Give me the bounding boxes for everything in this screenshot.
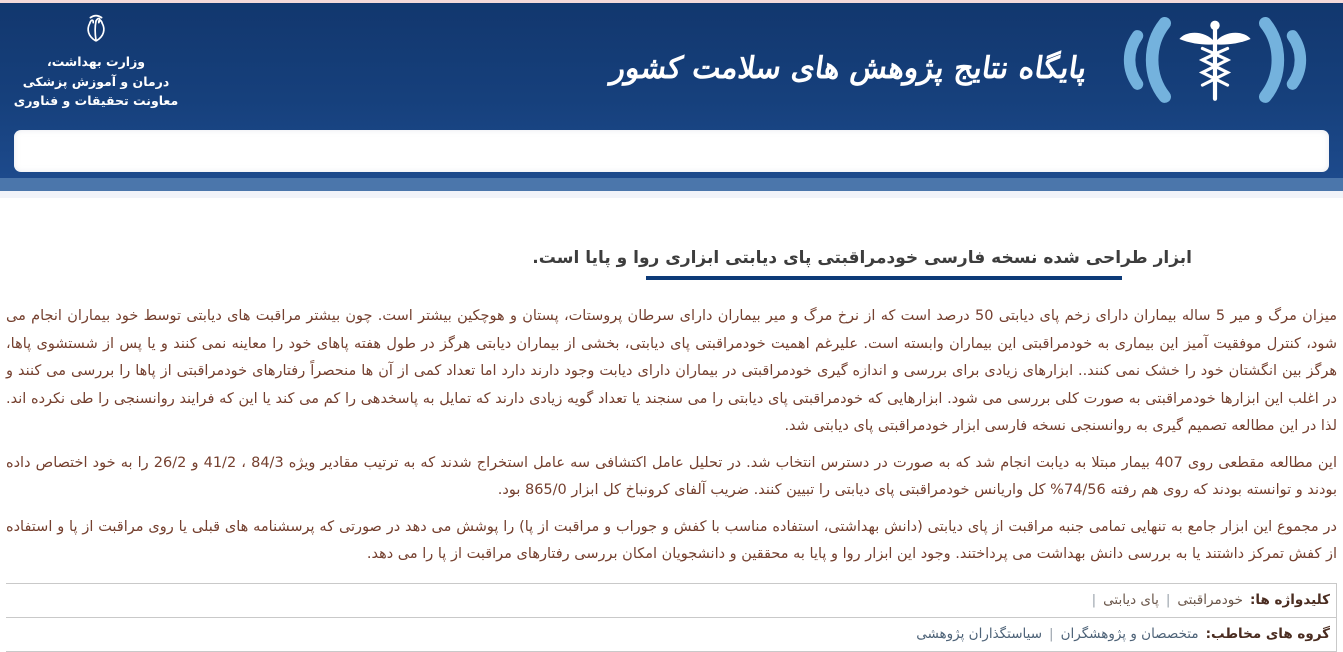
site-title: پایگاه نتایج پژوهش های سلامت کشور bbox=[606, 50, 1086, 86]
keyword-link-diabetic-foot[interactable]: پای دیابتی bbox=[1103, 591, 1159, 608]
ministry-line: معاونت تحقیقات و فناوری bbox=[13, 93, 179, 108]
keywords-label: کلیدواژه ها: bbox=[1250, 591, 1330, 608]
title-underline bbox=[646, 276, 1122, 280]
ministry-block bbox=[12, 7, 180, 111]
allah-emblem-icon bbox=[78, 9, 114, 51]
keyword-link-self-care[interactable]: خودمراقبتی bbox=[1177, 591, 1244, 608]
audience-label: گروه های مخاطب: bbox=[1205, 625, 1330, 642]
article-paragraph: این مطالعه مقطعی روی 407 بیمار مبتلا به دیابت انجام شد که به صورت در دسترس انتخاب شد. در تحلیل عامل اکتشافی سه عامل استخراج شدند که به ترتیب مقادیر ویژه 84/3 ، 41/2 و 26/2 را به خود اختصاص داده بودند و توانسته بودند که روی هم رفته 74/56% کل واریانس خودمراقبتی پای دیابتی را تبیین کنند. ضریب آلفای کرونباخ کل ابزار 865/0 بود. bbox=[6, 454, 1337, 498]
audience-link-policymakers[interactable]: سیاستگذاران پژوهشی bbox=[916, 625, 1043, 642]
article-title-block bbox=[532, 248, 1192, 280]
keywords-row bbox=[6, 583, 1336, 617]
site-header bbox=[0, 3, 1343, 178]
separator: | bbox=[1049, 625, 1054, 642]
article-title: ابزار طراحی شده نسخه فارسی خودمراقبتی پای دیابتی ابزاری روا و پایا است. bbox=[532, 248, 1192, 268]
article-paragraph: در مجموع این ابزار جامع به تنهایی تمامی جنبه مراقبت از پای دیابتی (دانش بهداشتی، استفاده مناسب با کفش و جوراب و مراقبت از پا) را پوشش می دهد در صورتی که پرسشنامه های قبلی یا روی مراقبت از پا و استفاده از کفش تمرکز داشتند یا به بررسی دانش بهداشت می پرداختند. وجود این ابزار روا و پایا به محققین و دانشجویان امکان بررسی رفتارهای مراقبت از پا را می دهد. bbox=[6, 518, 1337, 562]
brand-block bbox=[608, 17, 1321, 105]
audience-row bbox=[6, 617, 1336, 651]
separator: | bbox=[1091, 591, 1097, 608]
article-meta bbox=[6, 583, 1337, 652]
blue-divider-strip bbox=[0, 178, 1343, 191]
light-divider-strip bbox=[0, 191, 1343, 198]
search-input[interactable] bbox=[14, 130, 1329, 172]
audience-link-specialists[interactable]: متخصصان و پژوهشگران bbox=[1060, 625, 1199, 642]
article-content bbox=[0, 248, 1343, 652]
separator: | bbox=[1165, 591, 1171, 608]
article-body bbox=[6, 303, 1337, 569]
ministry-line: وزارت بهداشت، bbox=[46, 54, 146, 69]
ministry-line: درمان و آموزش پزشکی bbox=[22, 73, 170, 89]
article-paragraph: میزان مرگ و میر 5 ساله بیماران دارای زخم پای دیابتی 50 درصد است که از نرخ مرگ و میر بیماران دارای سرطان پروستات، پستان و هوچکین بیشتر است. چون بیشتر مراقبت های دیابتی توسط خود بیماران انجام می شود، کنترل موفقیت آمیز این بیماری به خودمراقبتی این بیماران وابسته است. علیرغم اهمیت خودمراقبتی پای دیابتی، بخشی از بیماران دیابتی هرگز در طول هفته پاهای خود را معاینه نمی کنند و یا پس از شستشوی پاها، هرگز بین انگشتان خود را خشک نمی کنند.. ابزارهای زیادی برای بررسی و اندازه گیری خودمراقبتی در بیماران دارای دیابت وجود دارند دارد اما تعداد کمی از آن ها منحصراً رفتارهای خودمراقبتی از پاها را بررسی می کنند و در اغلب این ابزارها خودمراقبتی به صورت کلی بررسی می شود. ابزارهایی که خودمراقبتی پای دیابتی را می سنجند یا تعداد گویه زیادی دارند که تمایل به پاسخدهی را کم می کند یا این که فرایند روانسنجی را طی نکرده اند. لذا در این مطالعه تصمیم گیری به روانسنجی نسخه فارسی ابزار خودمراقبتی پای دیابتی شد. bbox=[6, 308, 1337, 434]
caduceus-soundwave-icon bbox=[1109, 17, 1321, 105]
